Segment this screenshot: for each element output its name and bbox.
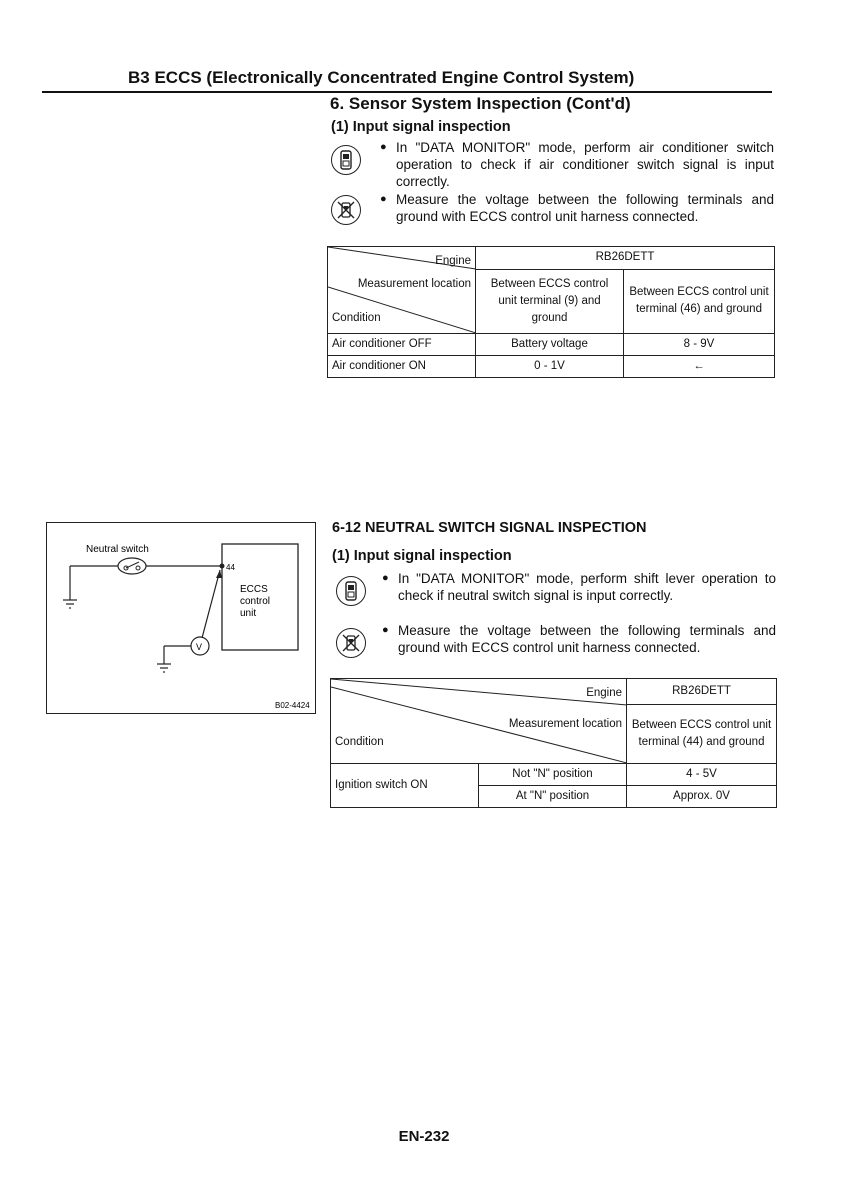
corner-measurement-label: Measurement location: [357, 278, 471, 290]
meter-label: V: [196, 642, 203, 652]
condition-cell: Air conditioner OFF: [328, 334, 476, 356]
engine-value-cell: RB26DETT: [476, 247, 775, 270]
bullet-text: Measure the voltage between the following terminals and ground with ECCS control unit harness connected.: [398, 623, 776, 655]
table-row: [328, 334, 775, 356]
value-cell: 0 - 1V: [476, 356, 624, 378]
table-corner-cell: [328, 247, 476, 334]
subsection-title: (1) Input signal inspection: [332, 548, 512, 564]
corner-engine-label: Engine: [435, 255, 471, 267]
neutral-switch-label: Neutral switch: [86, 544, 149, 555]
column-header: Between ECCS control unit terminal (9) and ground: [476, 269, 624, 333]
unit-label: ECCS: [240, 584, 268, 595]
bullet-item: ● Measure the voltage between the following terminals and ground with ECCS control unit harness connected.: [382, 623, 776, 655]
page-number: EN-232: [398, 1128, 450, 1145]
value-cell: 8 - 9V: [624, 334, 775, 356]
ground-icon: [63, 600, 77, 608]
value-cell: Approx. 0V: [627, 786, 777, 808]
condition-cell: Air conditioner ON: [328, 356, 476, 378]
column-header: Between ECCS control unit terminal (46) and ground: [624, 269, 775, 333]
page-header-title: B3 ECCS (Electronically Concentrated Engine Control System): [128, 68, 635, 87]
unit-label: control: [240, 596, 271, 607]
value-cell: ←: [624, 356, 775, 378]
section-title: 6-12 NEUTRAL SWITCH SIGNAL INSPECTION: [332, 520, 647, 536]
table-row: [331, 764, 777, 786]
position-cell: Not "N" position: [479, 764, 627, 786]
terminal-label: 44: [226, 563, 235, 572]
neutral-switch-icon: [118, 558, 146, 574]
consult-tester-icon: [336, 576, 366, 606]
no-consult-icon: [336, 628, 366, 658]
group-condition-cell: Ignition switch ON: [331, 764, 479, 808]
corner-measurement-label: Measurement location: [508, 718, 622, 730]
neutral-switch-schematic: [46, 522, 316, 714]
engine-value-cell: RB26DETT: [627, 679, 777, 705]
consult-tester-icon: [331, 145, 361, 175]
unit-label: unit: [240, 608, 257, 619]
bullet-text: In "DATA MONITOR" mode, perform air conditioner switch operation to check if air conditioner switch signal is input correctly.: [396, 140, 774, 189]
column-header: Between ECCS control unit terminal (44) and ground: [627, 705, 777, 764]
corner-condition-label: Condition: [332, 312, 381, 324]
table-corner-cell: [331, 679, 627, 764]
air-conditioner-spec-table: [327, 246, 775, 378]
subsection-title: (1) Input signal inspection: [331, 119, 511, 135]
value-cell: 4 - 5V: [627, 764, 777, 786]
section-title: 6. Sensor System Inspection (Cont'd): [330, 94, 631, 113]
no-consult-icon: [331, 195, 361, 225]
voltmeter-icon: [191, 637, 209, 655]
ground-icon: [157, 664, 171, 672]
bullet-item: ● In "DATA MONITOR" mode, perform shift lever operation to check if neutral switch signal is input correctly.: [382, 571, 776, 603]
bullet-text: Measure the voltage between the following terminals and ground with ECCS control unit harness connected.: [396, 192, 774, 224]
bullet-item: ● In "DATA MONITOR" mode, perform air conditioner switch operation to check if air conditioner switch signal is input correctly.: [380, 140, 774, 189]
figure-code: B02-4424: [275, 701, 310, 710]
position-cell: At "N" position: [479, 786, 627, 808]
header-rule: [42, 91, 772, 93]
table-row: [328, 356, 775, 378]
neutral-switch-spec-table: [330, 678, 777, 808]
corner-engine-label: Engine: [586, 687, 622, 699]
bullet-text: In "DATA MONITOR" mode, perform shift lever operation to check if neutral switch signal is input correctly.: [398, 571, 776, 603]
value-cell: Battery voltage: [476, 334, 624, 356]
corner-condition-label: Condition: [335, 736, 384, 748]
bullet-item: ● Measure the voltage between the following terminals and ground with ECCS control unit harness connected.: [380, 192, 774, 224]
